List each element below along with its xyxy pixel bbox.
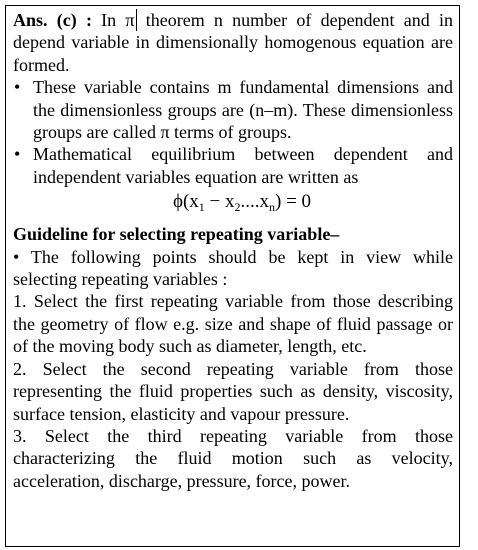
equation-minus: −: [204, 191, 225, 213]
bullet-list: [13, 76, 453, 188]
equation-function: ϕ: [172, 191, 183, 213]
guideline-heading: Guideline for selecting repeating variable–: [13, 224, 340, 245]
answer-box: [5, 5, 460, 547]
equation-sub-1: 1: [198, 200, 205, 215]
bullet-text: These variable contains m fundamental dimensions and the dimensionless groups are (n–m). These dimensionless groups are called π terms of groups.: [33, 77, 453, 143]
guideline-point: 2. Select the second repeating variable from those representing the fluid properties such as density, viscosity, surface tension, elasticity and vapour pressure.: [13, 358, 453, 424]
equation-xn: x: [259, 191, 269, 213]
equation-close-paren: ): [275, 191, 282, 213]
bullet-item: [13, 76, 453, 143]
equation-x2: x: [225, 191, 235, 213]
guideline-intro: • The following points should be kept in view while selecting repeating variables :: [13, 246, 453, 290]
pi-symbol: π: [125, 10, 135, 30]
guideline-point: 1. Select the first repeating variable from those describing the geometry of flow e.g. size and shape of fluid passage or of the moving body such as diameter, length, etc.: [13, 291, 453, 357]
answer-label: Ans. (c) :: [13, 10, 92, 30]
equation-equals: = 0: [281, 191, 312, 213]
answer-intro: [13, 9, 453, 76]
guideline-point: 3. Select the third repeating variable from those characterizing the fluid motion such as velocity, acceleration, discharge, pressure, force, power.: [13, 425, 453, 491]
equation-sub-n: n: [269, 200, 275, 215]
equation-x1: x: [189, 191, 199, 213]
equation: [31, 190, 453, 219]
answer-intro-text: theorem n number of dependent and in depend variable in dimensionally homogenous equation are formed.: [13, 10, 453, 75]
bullet-item: [13, 143, 453, 188]
equation-open-paren: (: [182, 191, 190, 213]
answer-intro-pre: In: [91, 10, 126, 30]
bullet-text: Mathematical equilibrium between dependent and independent variables equation are written as: [33, 144, 453, 187]
bullet-icon: •: [14, 144, 21, 165]
bullet-icon: •: [14, 77, 21, 98]
equation-sub-2: 2: [234, 200, 241, 215]
equation-dots: ....: [240, 191, 260, 213]
